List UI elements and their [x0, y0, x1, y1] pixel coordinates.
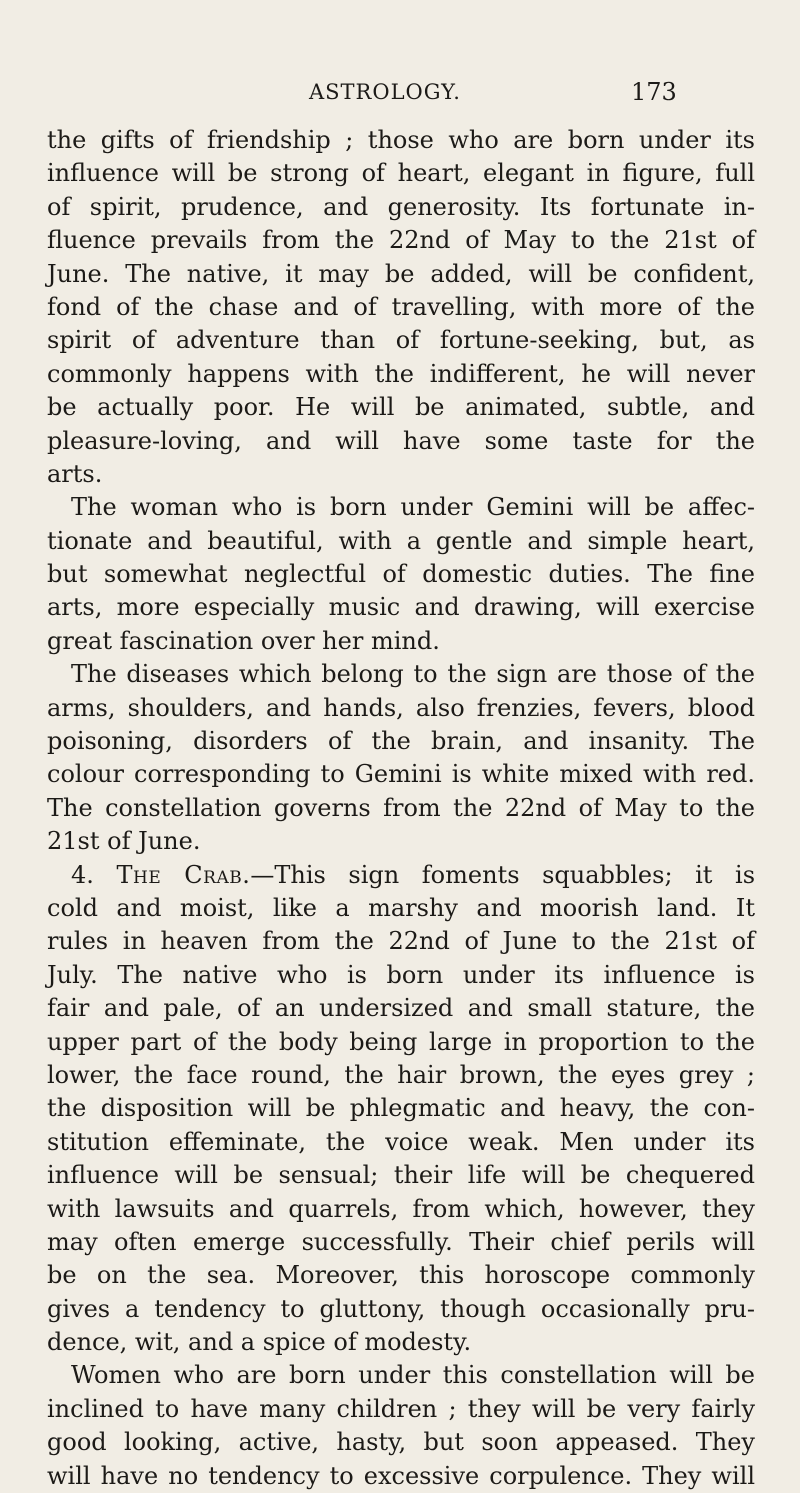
- text-line: tionate and beautiful, with a gentle and simple heart,: [47, 526, 755, 555]
- text-line: upper part of the body being large in proportion to the: [47, 1027, 755, 1056]
- text-line: influence will be strong of heart, elegant in figure, full: [47, 159, 755, 188]
- text-line: with lawsuits and quarrels, from which, however, they: [47, 1194, 755, 1223]
- text-line: be on the sea. Moreover, this horoscope commonly: [47, 1261, 755, 1290]
- text-line: be actually poor. He will be animated, subtle, and: [47, 393, 755, 422]
- section-number: 4.: [71, 860, 117, 889]
- text-line: dence, wit, and a spice of modesty.: [47, 1328, 472, 1357]
- text-line: will have no tendency to excessive corpulence. They will: [47, 1461, 755, 1490]
- text-line: the disposition will be phlegmatic and heavy, the con-: [47, 1094, 755, 1123]
- text-line: arts.: [47, 459, 103, 488]
- text-line: rules in heaven from the 22nd of June to the 21st of: [47, 927, 755, 956]
- section-heading-crab: The Crab.: [116, 860, 251, 889]
- text-line: fond of the chase and of travelling, with more of the: [47, 292, 755, 321]
- text-line: 21st of June.: [47, 827, 201, 856]
- text-line: commonly happens with the indifferent, he will never: [47, 359, 755, 388]
- text-line: The woman who is born under Gemini will be affec-: [71, 493, 755, 522]
- text-line: pleasure-loving, and will have some taste for the: [47, 426, 755, 455]
- text-line: colour corresponding to Gemini is white mixed with red.: [47, 760, 755, 789]
- text-line: fair and pale, of an undersized and small stature, the: [47, 994, 755, 1023]
- text-line: July. The native who is born under its influence is: [47, 960, 755, 989]
- running-head: [0, 78, 800, 118]
- body-text: [47, 124, 755, 1493]
- text-line: gives a tendency to gluttony, though occasionally pru-: [47, 1294, 755, 1323]
- text-line: great fascination over her mind.: [47, 626, 440, 655]
- text-line: poisoning, disorders of the brain, and insanity. The: [47, 727, 755, 756]
- section-line-rest: —This sign foments squabbles; it is: [250, 860, 756, 889]
- running-title: ASTROLOGY.: [309, 80, 461, 104]
- text-line: the gifts of friendship ; those who are born under its: [47, 126, 755, 154]
- text-line: but somewhat neglectful of domestic duties. The fine: [47, 560, 755, 589]
- text-line: arts, more especially music and drawing, will exercise: [47, 593, 755, 622]
- page-number: 173: [631, 78, 677, 106]
- text-line: may often emerge successfully. Their chief perils will: [47, 1227, 755, 1256]
- text-line: lower, the face round, the hair brown, the eyes grey ;: [47, 1060, 755, 1089]
- text-line: of spirit, prudence, and generosity. Its fortunate in-: [47, 192, 755, 221]
- text-line: influence will be sensual; their life will be chequered: [47, 1161, 755, 1190]
- text-line: good looking, active, hasty, but soon appeased. They: [47, 1428, 755, 1457]
- text-line: spirit of adventure than of fortune-seeking, but, as: [47, 326, 755, 355]
- text-line: Women who are born under this constellation will be: [71, 1361, 755, 1390]
- text-line: The diseases which belong to the sign are those of the: [71, 660, 755, 689]
- text-line: The constellation governs from the 22nd of May to the: [47, 793, 755, 822]
- text-line: arms, shoulders, and hands, also frenzies, fevers, blood: [47, 693, 755, 722]
- section-line-crab: [47, 859, 755, 892]
- text-line: stitution effeminate, the voice weak. Men under its: [47, 1127, 755, 1156]
- text-line: June. The native, it may be added, will be confident,: [47, 259, 755, 288]
- text-line: inclined to have many children ; they will be very fairly: [47, 1394, 755, 1423]
- text-line: cold and moist, like a marshy and moorish land. It: [47, 893, 755, 922]
- text-line: fluence prevails from the 22nd of May to the 21st of: [47, 226, 755, 255]
